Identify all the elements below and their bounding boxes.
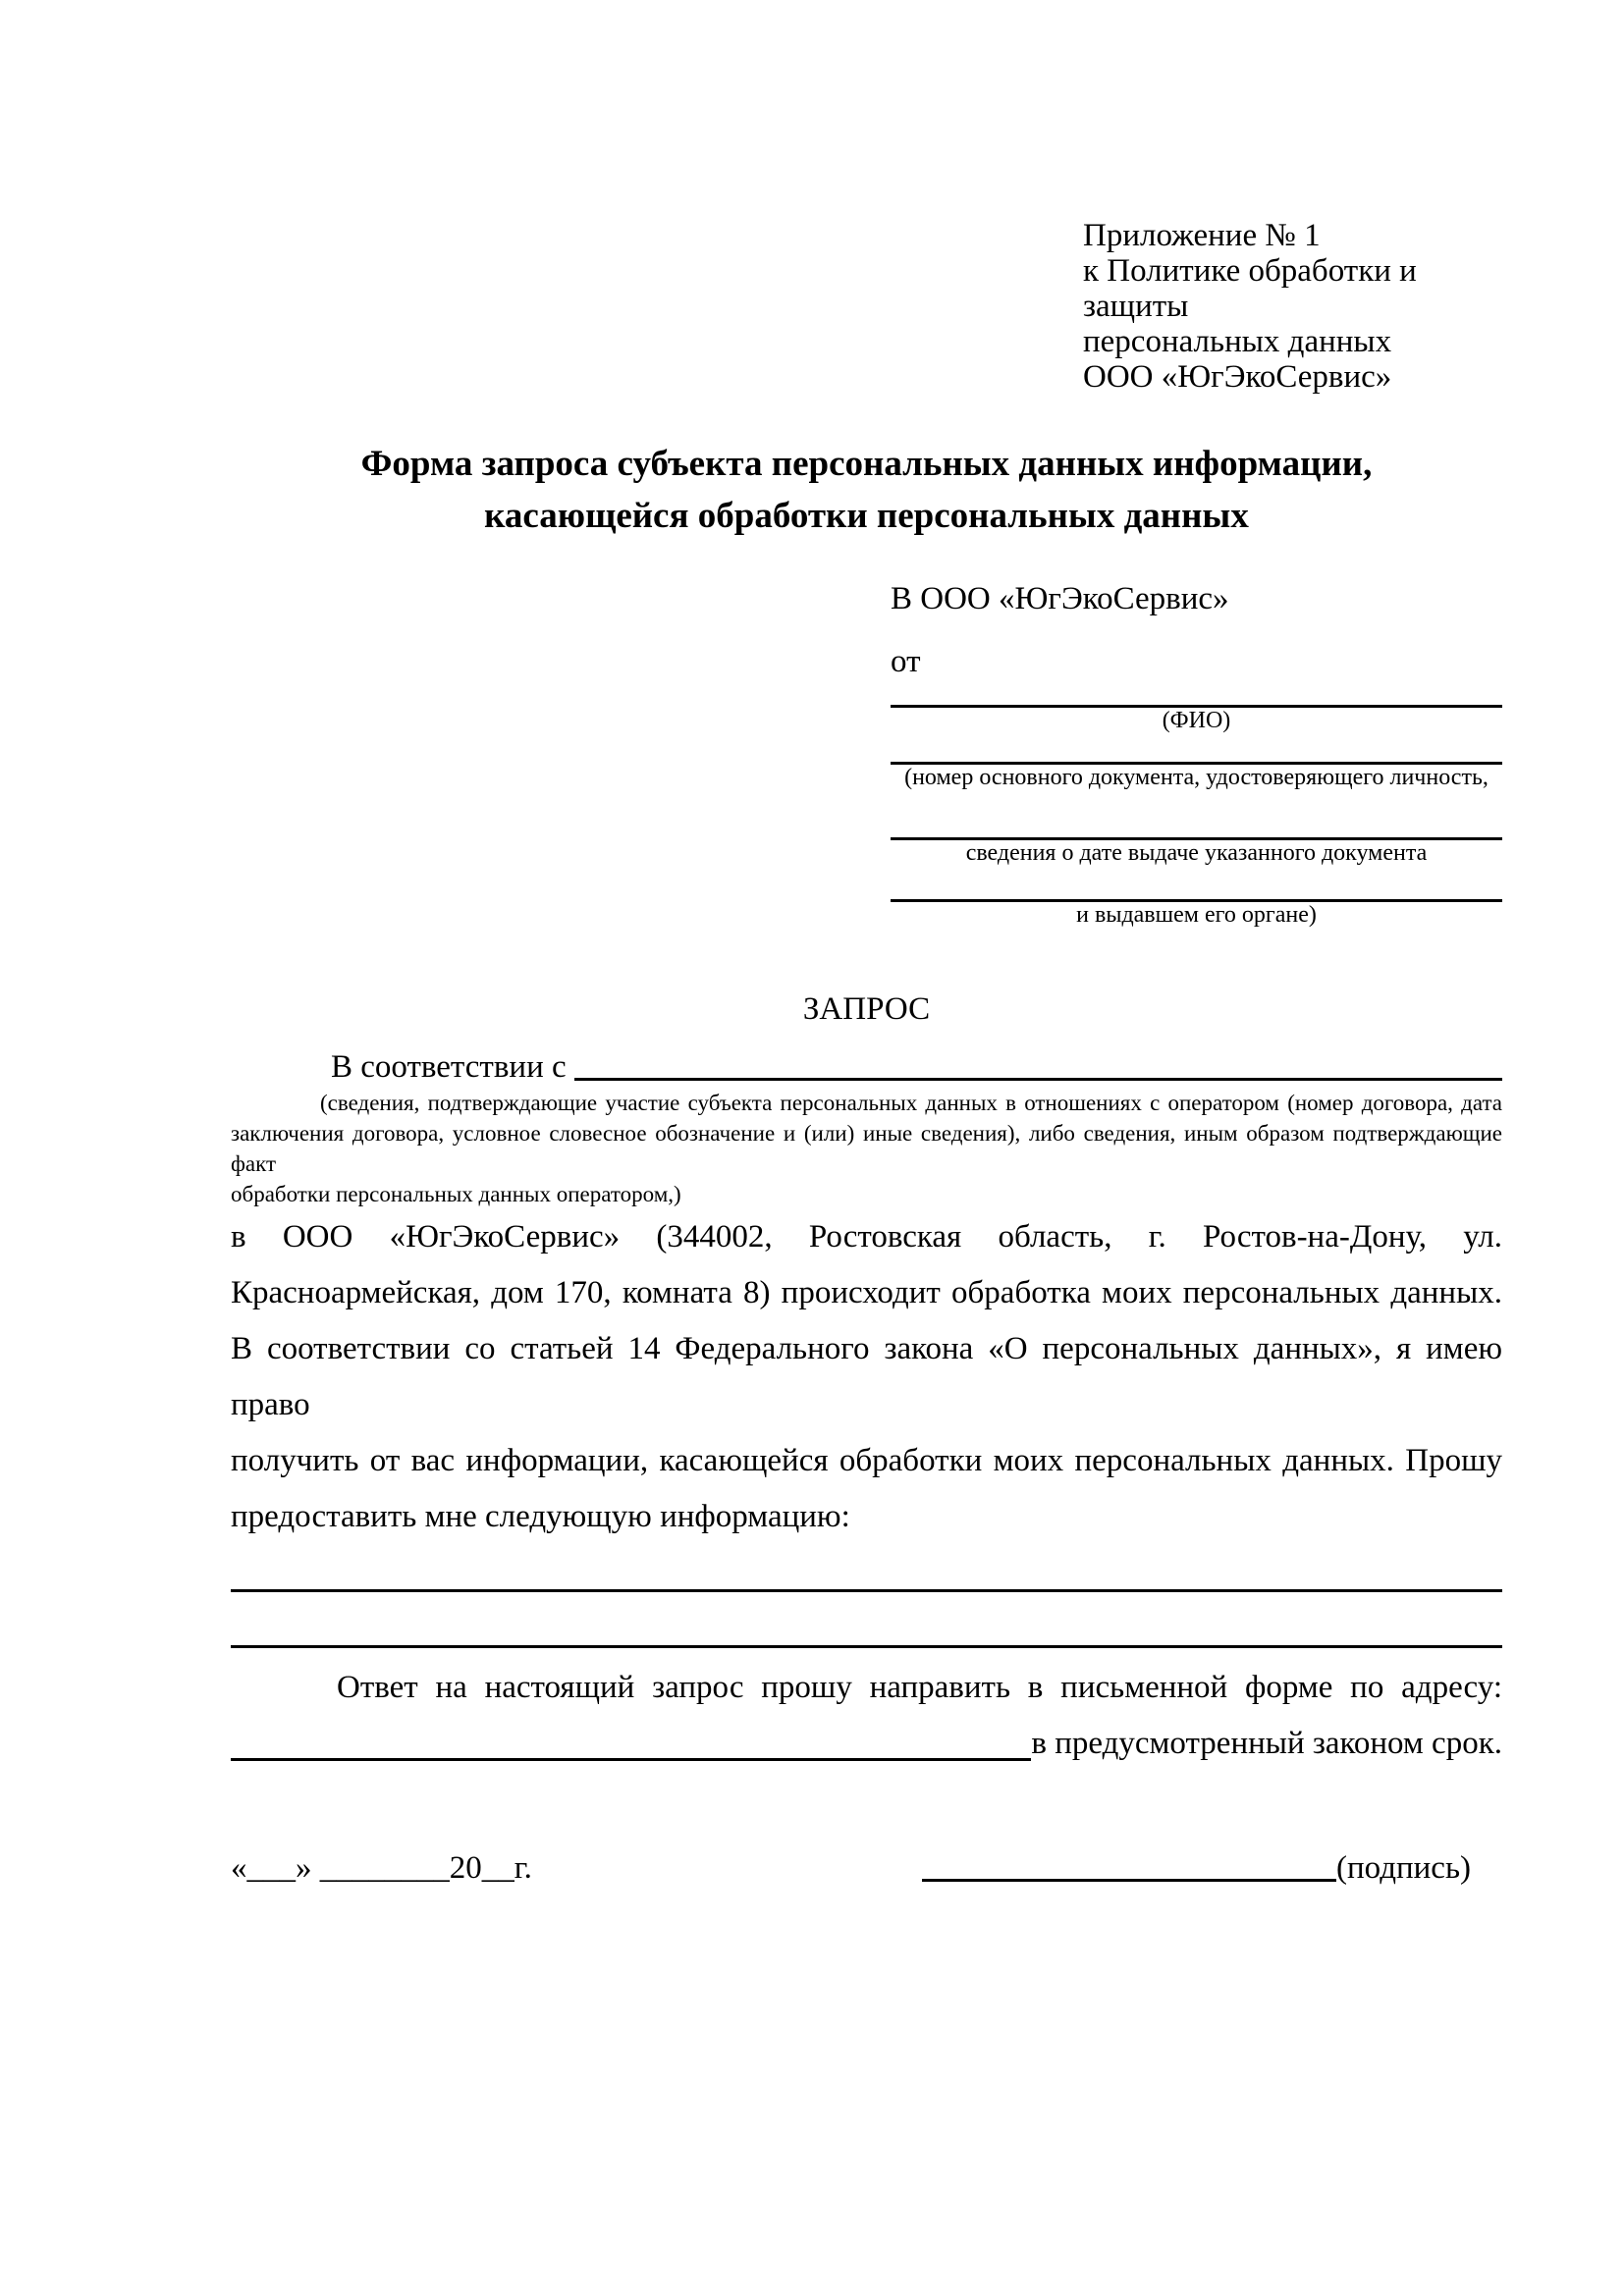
issuing-authority-caption: и выдавшем его органе) — [1076, 902, 1317, 928]
fio-caption: (ФИО) — [1162, 708, 1231, 733]
document-content — [231, 0, 1502, 1891]
body-line: в ООО «ЮгЭкоСервис» (344002, Ростовская область, г. Ростов-на-Дону, ул. — [231, 1219, 1502, 1255]
document-title — [231, 438, 1502, 542]
appendix-line: ООО «ЮгЭкоСервис» — [1083, 359, 1392, 395]
intro-lead-text: В соответствии с — [331, 1049, 567, 1085]
reply-line: Ответ на настоящий запрос прошу направить в письменной форме по адресу: — [337, 1670, 1502, 1705]
appendix-line: к Политике обработки и защиты — [1083, 253, 1417, 324]
appendix-line: персональных данных — [1083, 324, 1392, 359]
request-heading: ЗАПРОС — [802, 991, 931, 1027]
recipient-from-label: от — [891, 644, 921, 679]
body-line: Красноармейская, дом 170, комната 8) происходит обработка моих персональных данных. — [231, 1275, 1502, 1310]
body-paragraph — [231, 1209, 1502, 1545]
answer-blank-line-2 — [231, 1592, 1502, 1648]
reply-address-row — [231, 1716, 1502, 1772]
intro-caption-line: (сведения, подтверждающие участие субъекта персональных данных в отношениях с оператором (номер договора, дата — [320, 1091, 1502, 1115]
recipient-to: В ООО «ЮгЭкоСервис» — [891, 581, 1229, 616]
issue-date-blank-line — [891, 790, 1502, 840]
reply-suffix: в предусмотренный законом срок. — [1031, 1726, 1502, 1761]
intro-row — [231, 1046, 1502, 1088]
intro-caption-line: заключения договора, условное словесное обозначение и (или) иные сведения), либо сведения, иным образом подтверждающие факт — [231, 1121, 1502, 1176]
answer-blank-line-1 — [231, 1545, 1502, 1592]
document-title-line: Форма запроса субъекта персональных данных информации, — [360, 444, 1373, 484]
body-line: предоставить мне следующую информацию: — [231, 1499, 850, 1534]
intro-caption-line: обработки персональных данных оператором,) — [231, 1182, 681, 1206]
date-blank-text: «___» ________20__г. — [231, 1850, 532, 1886]
recipient-block — [891, 579, 1502, 928]
footer-row — [231, 1846, 1502, 1891]
issue-date-caption: сведения о дате выдаче указанного документа — [965, 840, 1428, 866]
document-title-line: касающейся обработки персональных данных — [484, 496, 1249, 536]
body-line: В соответствии со статьей 14 Федерального закона «О персональных данных», я имею право — [231, 1331, 1502, 1422]
document-number-caption: (номер основного документа, удостоверяющего личность, — [904, 765, 1489, 790]
document-number-blank-line — [891, 733, 1502, 765]
body-line: получить от вас информации, касающейся обработки моих персональных данных. Прошу — [231, 1443, 1502, 1478]
intro-caption — [231, 1088, 1502, 1209]
issuing-authority-blank-line — [891, 866, 1502, 902]
appendix-line: Приложение № 1 — [1083, 218, 1321, 253]
address-blank-line — [231, 1758, 1031, 1761]
signature-blank-line — [922, 1879, 1336, 1882]
signature-caption: (подпись) — [1336, 1850, 1471, 1886]
signature-group — [922, 1846, 1471, 1891]
intro-blank-line — [574, 1078, 1502, 1081]
appendix-header — [1083, 218, 1502, 395]
fio-blank-line — [891, 681, 1502, 708]
